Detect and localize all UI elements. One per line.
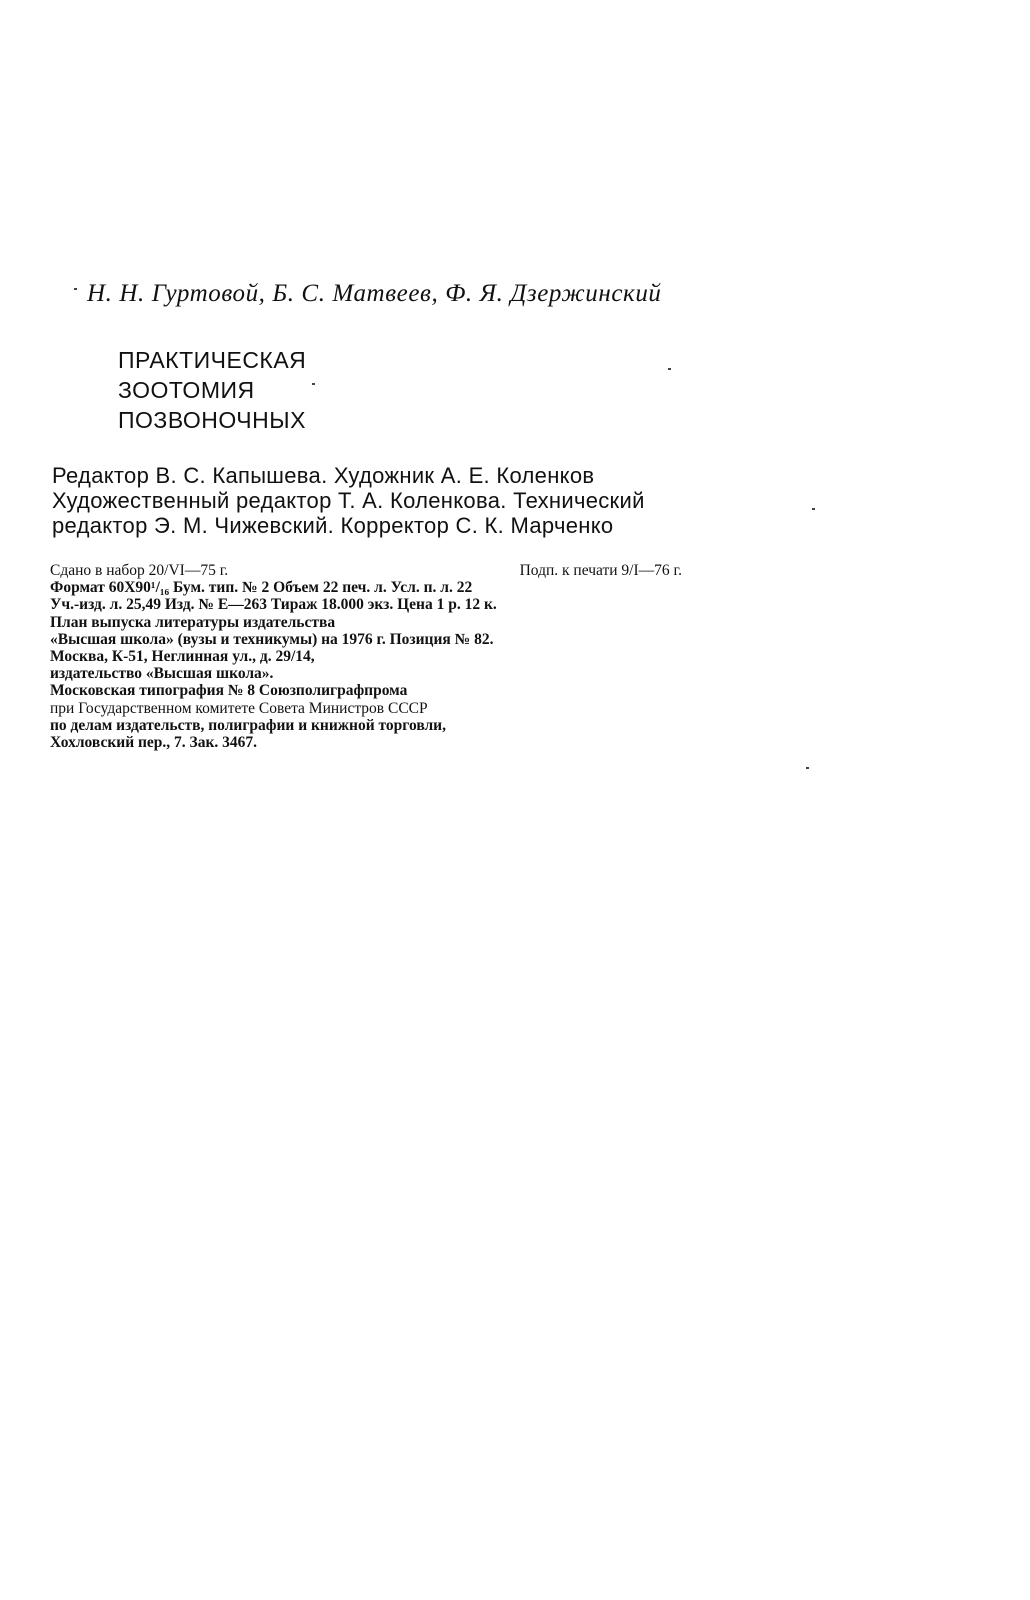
credits-line-1: Редактор В. С. Капышева. Художник А. Е. Коленков (52, 463, 595, 488)
imprint-line-11: Хохловский пер., 7. Зак. 3467. (50, 734, 258, 752)
imprint-line-9: при Государственном комитете Совета Министров СССР (50, 699, 428, 717)
authors-line: Н. Н. Гуртовой, Б. С. Матвеев, Ф. Я. Дзержинский (87, 280, 662, 307)
title-line-3: ПОЗВОНОЧНЫХ (118, 407, 306, 433)
credits-line-3: редактор Э. М. Чижевский. Корректор С. К. Марченко (52, 513, 614, 538)
scan-speck (668, 368, 671, 370)
title-line-1: ПРАКТИЧЕСКАЯ (118, 347, 307, 373)
imprint-line-5: «Высшая школа» (вузы и техникумы) на 1976 г. Позиция № 82. (50, 630, 494, 648)
imprint-dates-line (50, 562, 682, 579)
book-title (118, 345, 306, 435)
scan-speck (74, 288, 77, 290)
scan-speck (312, 383, 315, 385)
credits-line-2: Художественный редактор Т. А. Коленкова. Технический (52, 488, 645, 513)
title-line-2: ЗООТОМИЯ (118, 377, 255, 403)
typeset-date: Сдано в набор 20/VI—75 г. (50, 562, 229, 579)
imprint-line-7: издательство «Высшая школа». (50, 665, 274, 683)
publication-imprint (50, 562, 690, 751)
imprint-line-4: План выпуска литературы издательства (50, 613, 336, 631)
editorial-credits (52, 463, 692, 538)
imprint-line-10: по делам издательств, полиграфии и книжной торговли, (50, 716, 446, 734)
imprint-line-2: Формат 60X90¹/₁₆ Бум. тип. № 2 Объем 22 печ. л. Усл. п. л. 22 (50, 579, 473, 597)
imprint-line-6: Москва, К-51, Неглинная ул., д. 29/14, (50, 648, 315, 666)
imprint-line-3: Уч.-изд. л. 25,49 Изд. № E—263 Тираж 18.000 экз. Цена 1 р. 12 к. (50, 596, 497, 614)
print-sign-date: Подп. к печати 9/I—76 г. (519, 562, 682, 579)
scan-speck (806, 767, 809, 769)
scan-speck (812, 508, 815, 510)
imprint-line-8: Московская типография № 8 Союзполиграфпрома (50, 682, 408, 700)
